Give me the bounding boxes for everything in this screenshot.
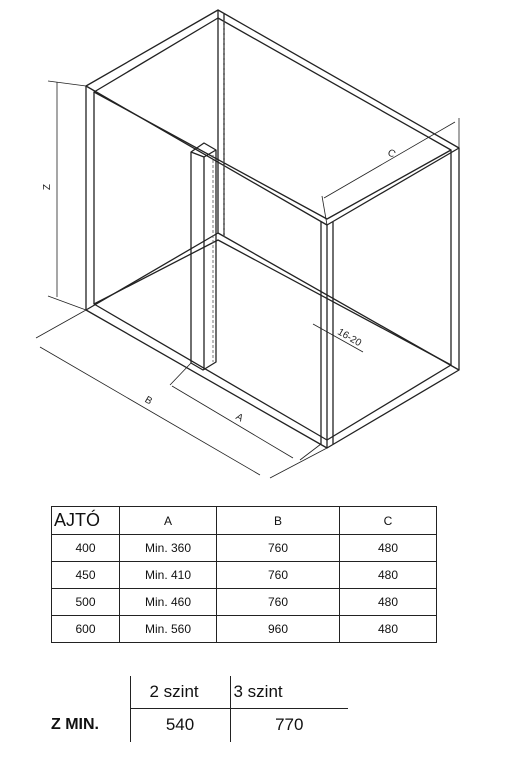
z-min-value-3-levels: 770	[230, 708, 348, 742]
dim-z-label: Z	[42, 183, 53, 191]
cell-door: 600	[52, 616, 120, 643]
dim-gap-label: 16-20	[335, 326, 364, 349]
header-c: C	[340, 507, 437, 535]
cell-b: 960	[217, 616, 340, 643]
dim-b-label: B	[142, 394, 154, 408]
table-row	[52, 562, 437, 589]
z-min-header-2-levels: 2 szint	[130, 676, 230, 708]
table-row	[52, 616, 437, 643]
cell-b: 760	[217, 535, 340, 562]
cell-c: 480	[340, 562, 437, 589]
bottom-frame-outer	[86, 233, 459, 448]
z-min-header-row	[51, 676, 348, 708]
header-b: B	[217, 507, 340, 535]
cell-c: 480	[340, 616, 437, 643]
cell-c: 480	[340, 535, 437, 562]
cell-door: 450	[52, 562, 120, 589]
table-row	[52, 589, 437, 616]
dim-c-label: C	[385, 147, 398, 161]
z-min-table	[51, 676, 348, 742]
z-min-corner	[51, 676, 130, 708]
cell-a: Min. 560	[120, 616, 217, 643]
table-row	[52, 535, 437, 562]
spec-table	[51, 506, 437, 643]
z-min-label: Z MIN.	[51, 716, 99, 733]
cell-a: Min. 360	[120, 535, 217, 562]
cell-door: 400	[52, 535, 120, 562]
header-a: A	[120, 507, 217, 535]
cell-a: Min. 410	[120, 562, 217, 589]
cell-b: 760	[217, 589, 340, 616]
top-frame-inner	[94, 18, 451, 219]
dim-a-label: A	[233, 411, 245, 425]
cell-c: 480	[340, 589, 437, 616]
z-min-value-2-levels: 540	[130, 708, 230, 742]
cell-door: 500	[52, 589, 120, 616]
z-min-header-3-levels: 3 szint	[230, 676, 348, 708]
z-min-value-row	[51, 708, 348, 742]
header-door: AJTÓ	[52, 507, 120, 535]
cell-a: Min. 460	[120, 589, 217, 616]
cell-b: 760	[217, 562, 340, 589]
table-header-row	[52, 507, 437, 535]
